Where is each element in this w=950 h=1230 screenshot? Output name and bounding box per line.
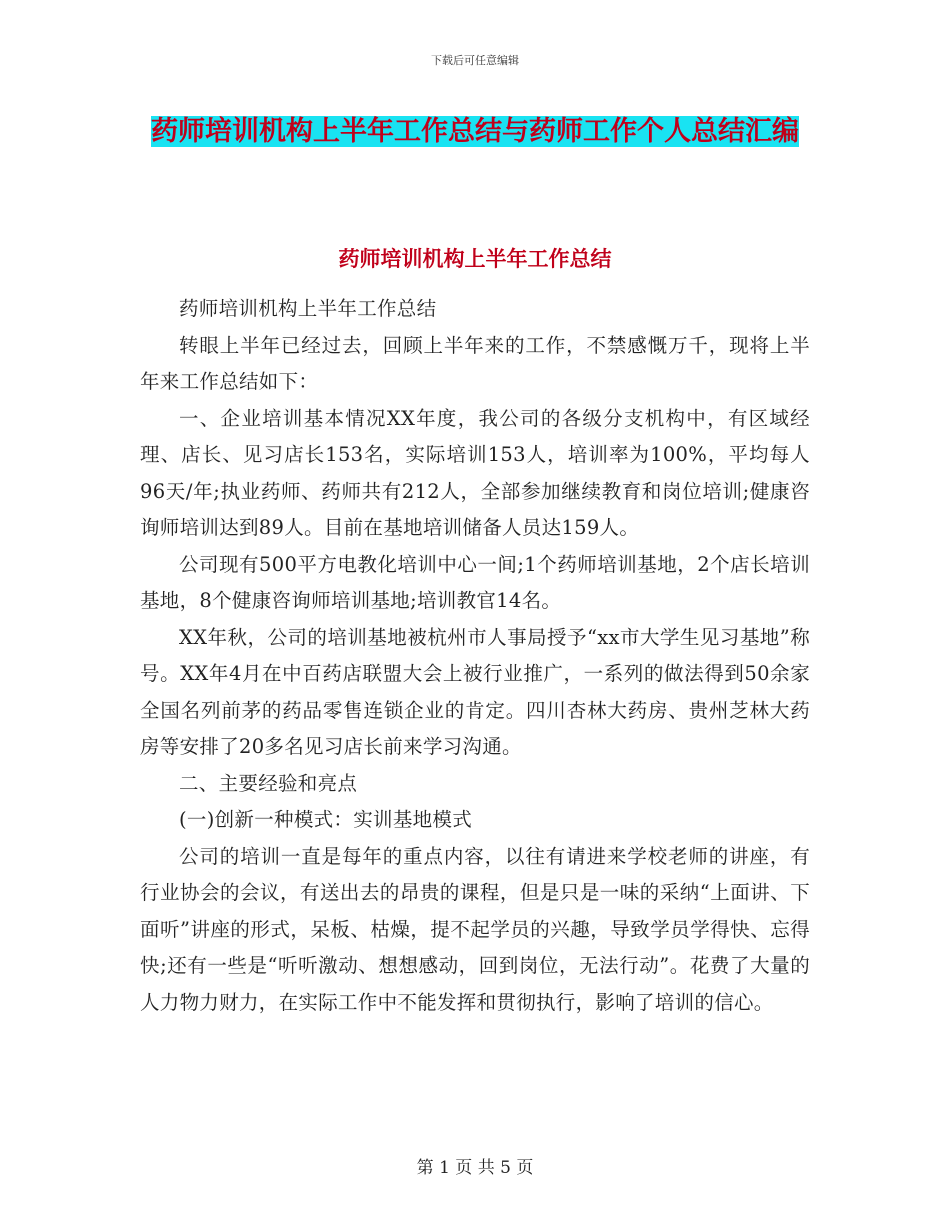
page-footer: 第 1 页 共 5 页 (416, 1158, 534, 1178)
paragraph: 二、主要经验和亮点 (179, 771, 358, 795)
paragraph: 转眼上半年已经过去，回顾上半年来的工作，不禁感慨万千，现将上半年来工作总结如下： (140, 333, 810, 393)
paragraph: XX年秋，公司的培训基地被杭州市人事局授予“xx市大学生见习基地”称号。XX年4月在中百药店联盟大会上被行业推广，一系列的做法得到50余家全国名列前茅的药品零售连锁企业的肯定。四川杏林大药房、贵州芝林大药房等安排了20多名见习店长前来学习沟通。 (140, 625, 810, 758)
document-title (140, 108, 810, 156)
paragraph: 药师培训机构上半年工作总结 (179, 297, 437, 320)
paragraph: 公司现有500平方电教化培训中心一间;1个药师培训基地，2个店长培训基地，8个健康咨询师培训基地;培训教官14名。 (140, 552, 810, 612)
document-body (140, 291, 810, 1021)
document-title-text: 药师培训机构上半年工作总结与药师工作个人总结汇编 (151, 116, 799, 147)
paragraph: 公司的培训一直是每年的重点内容，以往有请进来学校老师的讲座，有行业协会的会议，有送出去的昂贵的课程，但是只是一味的采纳“上面讲、下面听”讲座的形式，呆板、枯燥，提不起学员的兴趣，导致学员学得快、忘得快;还有一些是“听听激动、想想感动，回到岗位，无法行动”。花费了大量的人力物力财力，在实际工作中不能发挥和贯彻执行，影响了培训的信心。 (140, 844, 810, 1014)
section-title: 药师培训机构上半年工作总结 (338, 247, 612, 271)
header-note: 下载后可任意编辑 (431, 54, 519, 67)
paragraph: (一)创新一种模式：实训基地模式 (179, 808, 473, 831)
paragraph: 一、企业培训基本情况XX年度，我公司的各级分支机构中，有区域经理、店长、见习店长153名，实际培训153人，培训率为100%，平均每人96天/年;执业药师、药师共有212人，全部参加继续教育和岗位培训;健康咨询师培训达到89人。目前在基地培训储备人员达159人。 (140, 406, 810, 539)
